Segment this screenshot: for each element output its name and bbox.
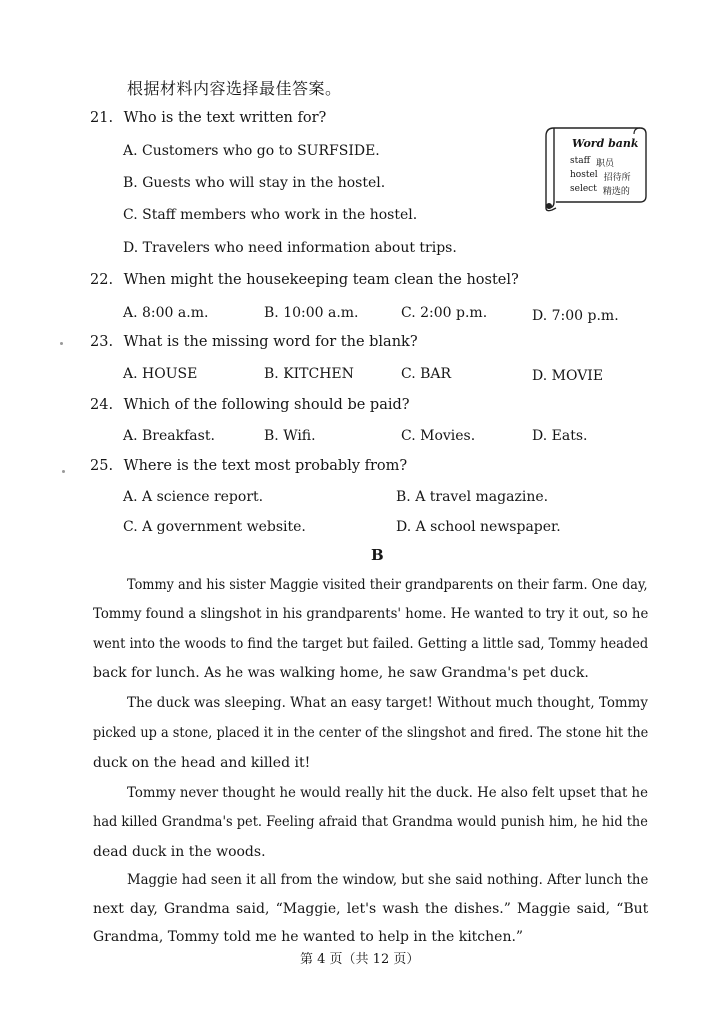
q25-option-a: A. A science report. xyxy=(123,489,264,505)
passage-line: picked up a stone, placed it in the center of the slingshot and fired. The stone hit the xyxy=(93,725,649,741)
question-number: 24. xyxy=(90,397,114,413)
q22-option-c: C. 2:00 p.m. xyxy=(401,305,488,321)
passage-line: Tommy never thought he would really hit the duck. He also felt upset that he xyxy=(127,785,648,801)
question-25 xyxy=(90,458,407,474)
passage-line: Maggie had seen it all from the window, but she said nothing. After lunch the xyxy=(127,872,649,888)
word-bank-title: Word bank xyxy=(572,137,639,150)
q23-option-c: C. BAR xyxy=(401,366,452,382)
word-en: select xyxy=(570,184,597,194)
question-24 xyxy=(90,397,410,413)
passage-line: duck on the head and killed it! xyxy=(93,755,311,771)
word-en: staff xyxy=(570,156,590,166)
passage-line: Tommy and his sister Maggie visited their grandparents on their farm. One day, xyxy=(127,577,648,593)
question-text: What is the missing word for the blank? xyxy=(123,334,418,350)
q22-option-a: A. 8:00 a.m. xyxy=(123,305,209,321)
page-footer: 第 4 页（共 12 页） xyxy=(300,952,420,967)
q21-option-a: A. Customers who go to SURFSIDE. xyxy=(123,143,380,159)
q21-option-c: C. Staff members who work in the hostel. xyxy=(123,207,418,223)
q25-option-d: D. A school newspaper. xyxy=(396,519,561,535)
q23-option-b: B. KITCHEN xyxy=(264,366,354,382)
q21-option-b: B. Guests who will stay in the hostel. xyxy=(123,175,386,191)
question-text: Who is the text written for? xyxy=(123,110,327,126)
word-bank-entry xyxy=(570,184,630,197)
word-bank-entry xyxy=(570,170,631,183)
question-number: 22. xyxy=(90,272,114,288)
word-zh: 精选的 xyxy=(602,187,630,197)
question-text: Where is the text most probably from? xyxy=(123,458,408,474)
instruction: 根据材料内容选择最佳答案。 xyxy=(127,79,342,98)
q24-option-b: B. Wifi. xyxy=(264,428,316,444)
passage-line: Grandma, Tommy told me he wanted to help in the kitchen.” xyxy=(93,929,524,945)
passage-line: Tommy found a slingshot in his grandparents' home. He wanted to try it out, so he xyxy=(93,606,649,622)
passage-line: had killed Grandma's pet. Feeling afraid that Grandma would punish him, he hid the xyxy=(93,814,648,830)
section-title: B xyxy=(371,546,384,564)
word-en: hostel xyxy=(570,170,598,180)
question-23 xyxy=(90,334,418,350)
question-21 xyxy=(90,110,326,126)
word-bank-entry xyxy=(570,156,614,169)
passage-line: The duck was sleeping. What an easy target! Without much thought, Tommy xyxy=(127,695,648,711)
margin-dot xyxy=(62,470,65,473)
question-number: 23. xyxy=(90,334,114,350)
q25-option-c: C. A government website. xyxy=(123,519,306,535)
q21-option-d: D. Travelers who need information about trips. xyxy=(123,240,457,256)
question-number: 25. xyxy=(90,458,114,474)
question-text: When might the housekeeping team clean the hostel? xyxy=(123,272,519,288)
question-text: Which of the following should be paid? xyxy=(123,397,410,413)
passage-line: dead duck in the woods. xyxy=(93,844,266,860)
word-zh: 职员 xyxy=(596,159,615,169)
q22-option-d: D. 7:00 p.m. xyxy=(532,308,619,324)
word-bank xyxy=(540,124,648,212)
question-number: 21. xyxy=(90,110,114,126)
q23-option-d: D. MOVIE xyxy=(532,368,604,384)
passage-line: next day, Grandma said, “Maggie, let's wash the dishes.” Maggie said, “But xyxy=(93,901,649,917)
q24-option-c: C. Movies. xyxy=(401,428,476,444)
passage-line: back for lunch. As he was walking home, he saw Grandma's pet duck. xyxy=(93,665,589,681)
q23-option-a: A. HOUSE xyxy=(123,366,198,382)
q25-option-b: B. A travel magazine. xyxy=(396,489,549,505)
margin-dot xyxy=(60,342,63,345)
passage-line: went into the woods to find the target but failed. Getting a little sad, Tommy headed xyxy=(93,636,649,652)
word-zh: 招待所 xyxy=(603,173,631,183)
q22-option-b: B. 10:00 a.m. xyxy=(264,305,359,321)
question-22 xyxy=(90,272,519,288)
q24-option-d: D. Eats. xyxy=(532,428,588,444)
q24-option-a: A. Breakfast. xyxy=(123,428,215,444)
